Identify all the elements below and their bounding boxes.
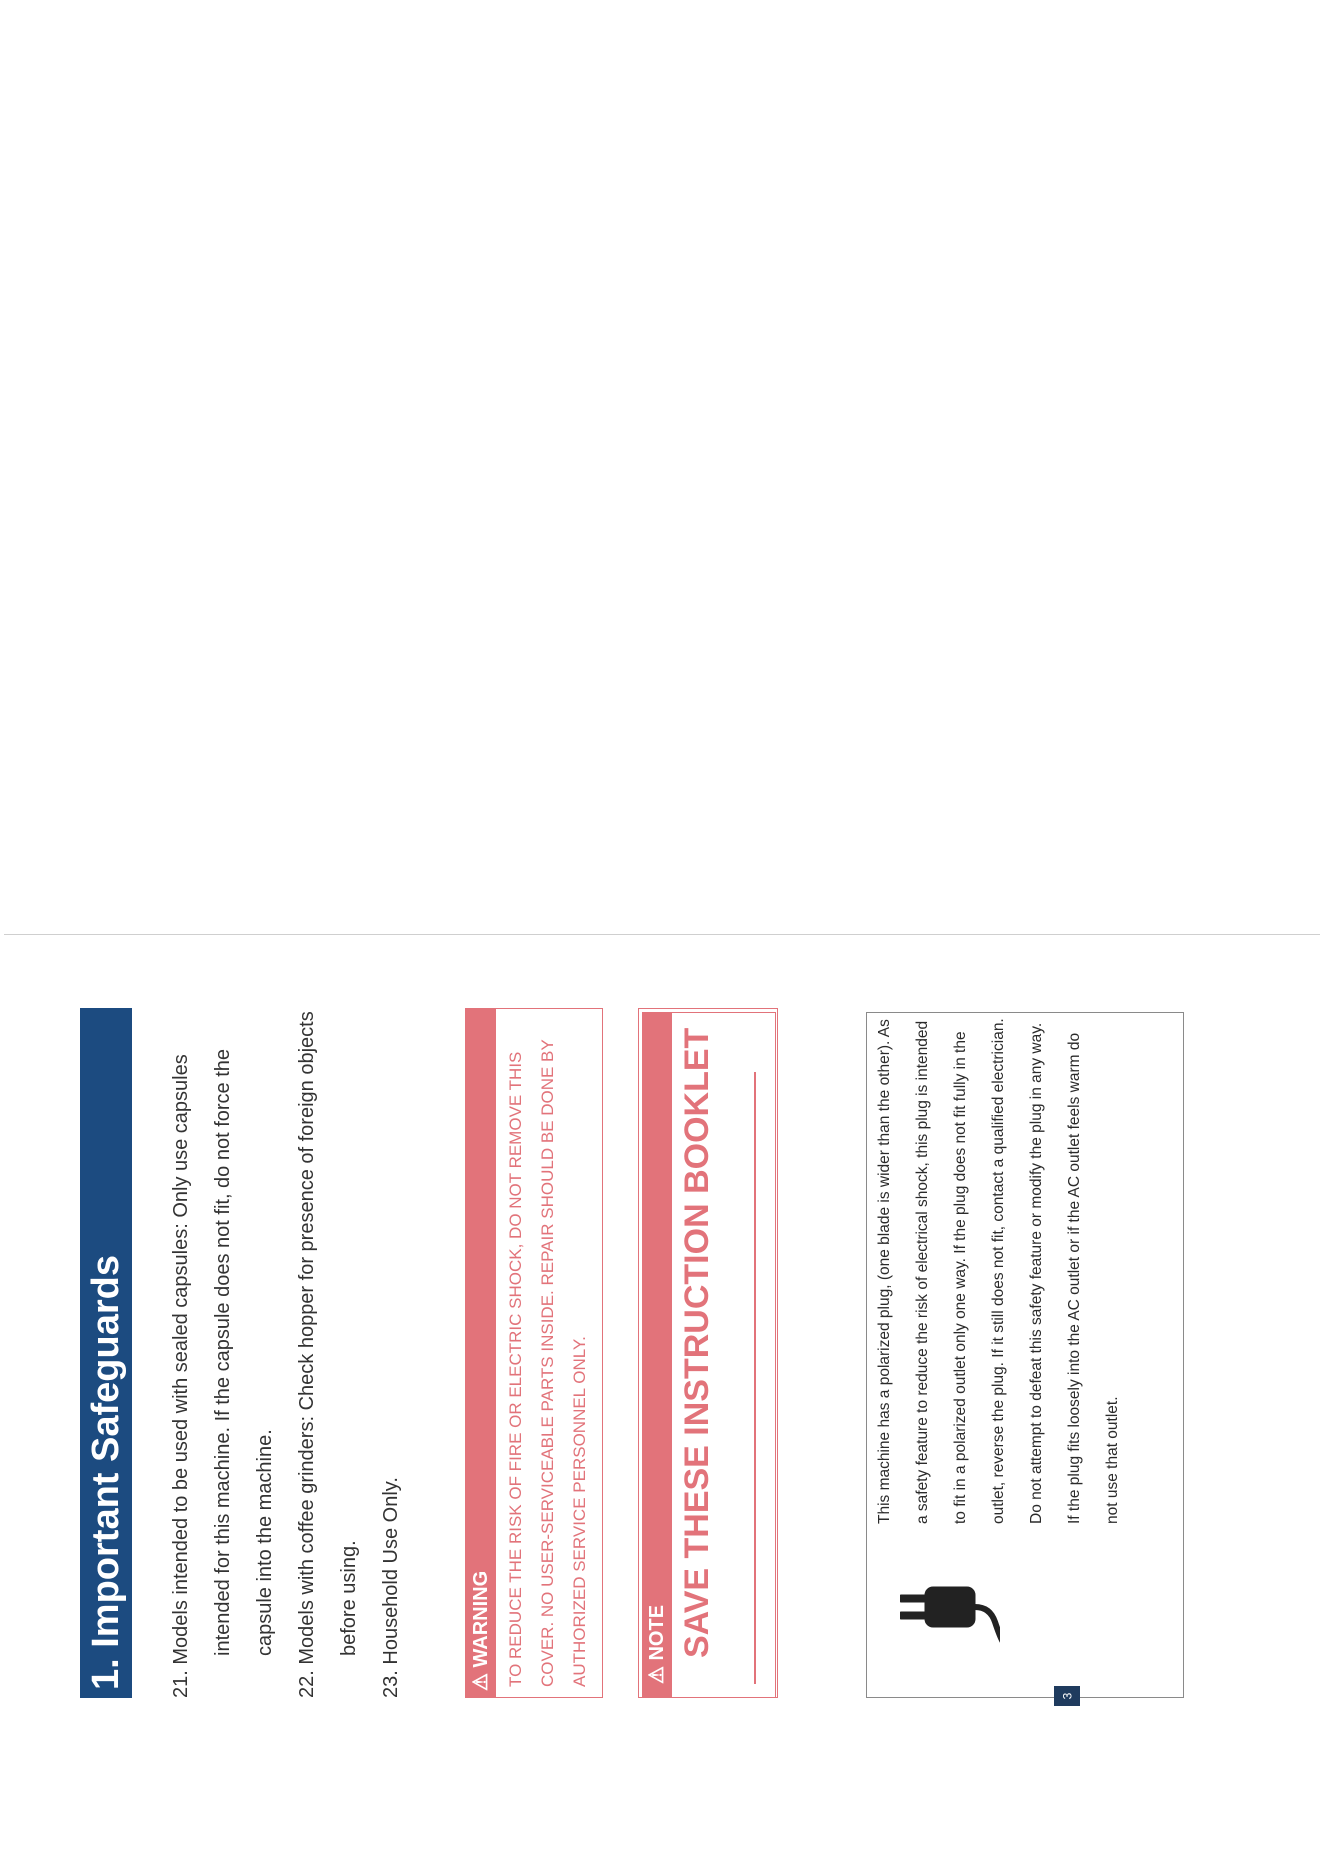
note-label: ⚠ NOTE (646, 1604, 668, 1684)
list-item: 22. Models with coffee grinders: Check hopper for presence of foreign objects before using. (296, 1011, 360, 1698)
plug-notice-box (866, 1012, 1184, 1698)
plug-notice-text: This machine has a polarized plug, (one blade is wider than the other). As a safety feature to reduce the risk of electrical shock, this plug is intended to fit in a polarized outlet only one way. If the plug does not fit fully in the outlet, reverse the plug. If it still does not fit, contact a qualified electrician. Do not attempt to defeat this safety feature or modify the plug in any way. If the plug fits loosely into the AC outlet or if the AC outlet feels warm do not use that outlet. (876, 1018, 1121, 1524)
warning-label: ⚠ WARNING (466, 1009, 496, 1697)
warning-text: TO REDUCE THE RISK OF FIRE OR ELECTRIC SHOCK, DO NOT REMOVE THIS COVER. NO USER-SERVICEABLE PARTS INSIDE. REPAIR SHOULD BE DONE BY AUTHORIZED SERVICE PERSONNEL ONLY. (506, 1039, 589, 1687)
note-text: SAVE THESE INSTRUCTION BOOKLET (678, 1027, 716, 1658)
list-item: 21. Models intended to be used with sealed capsules: Only use capsules intended for this machine. If the capsule does not fit, do not force the capsule into the machine. (170, 1048, 276, 1698)
note-box-wrap (642, 1012, 776, 1698)
page-number: 3 (1054, 1686, 1080, 1706)
note-underline (754, 1072, 756, 1684)
list-item: 23. Household Use Only. (380, 1477, 402, 1698)
page-title: 1. Important Safeguards (80, 1008, 132, 1698)
